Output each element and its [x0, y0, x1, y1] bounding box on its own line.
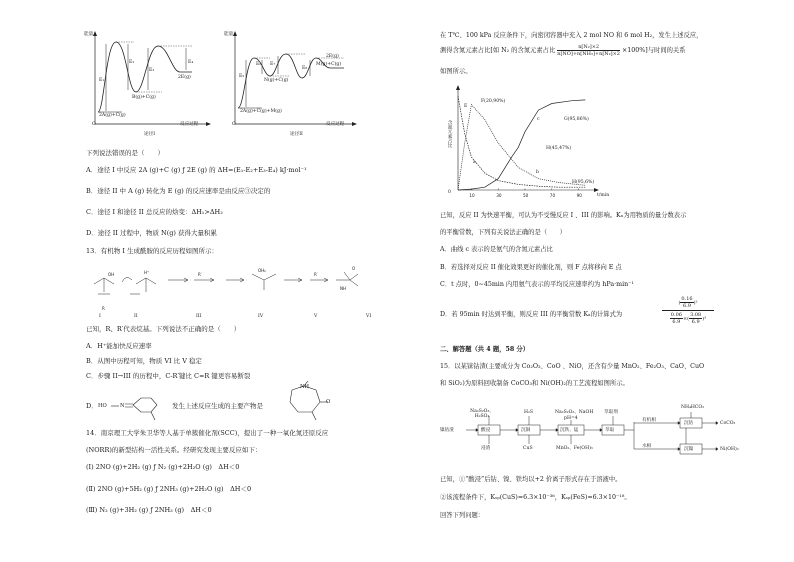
q13-option-a: A．H⁺能加快反应速率 — [86, 342, 152, 350]
fig1-label-2ac: 2A(g)+C(g) — [99, 113, 126, 118]
svg-text:NH: NH — [340, 286, 346, 291]
kx-b-den: 6.9 — [672, 319, 681, 325]
q13-note: 已知，R、R′代表烷基。下列说法不正确的是（ ） — [86, 325, 241, 333]
nitrogen-fraction-chart — [444, 82, 614, 208]
fig2-origin: O — [232, 122, 236, 127]
q14-option-b: B．若选择对反应 II 催化效果更好的催化剂，则 F 点将移向 E 点 — [440, 264, 622, 271]
flow-out1: 浸渣 — [481, 446, 491, 451]
q14-intro2-post: ×100%]与时间的关系 — [622, 47, 686, 54]
q13-step-iv: IV — [258, 314, 264, 319]
chart-annot-f: F(20,90%) — [481, 99, 506, 104]
q14-reaction-2: (Ⅱ) 2NO (g)+5H₂ (g) ƒ 2NH₃ (g)+2H₂O (g) ΔH＜0 — [86, 485, 252, 493]
kx-a-num: 0.16 — [681, 296, 693, 302]
kx-a-den: 6.9 — [683, 303, 691, 309]
fig1-label-2e: 2E(g) — [178, 75, 191, 80]
q13-step-iii: III — [196, 314, 202, 319]
known-2: ②该流程条件下，Kₛₚ(CuS)=6.3×10⁻³⁶，Kₛₚ(FeS)=6.3×10⁻¹⁸。 — [440, 494, 631, 501]
lactam-o: O — [326, 399, 331, 405]
fig1-label-e3: E₃ — [149, 68, 155, 73]
q15-line1: 15．以某铼钴渣(主要成分为 Co₂O₃、CoO 、NiO，还含有少量 MnO₂、Fe₂O₃、CaO、CuO — [440, 363, 705, 370]
q13-option-b: B．从图中历程可知，物质 VI 比 V 稳定 — [86, 357, 202, 365]
q15-line2: 和 SiO₂)为原料回收制备 CoCO₃和 Ni(OH)₂的工艺流程如图所示。 — [440, 380, 629, 387]
q13-d-text: 发生上述反应生成的主要产物是 — [172, 402, 263, 410]
fig2-label-e8: E₈ — [302, 66, 308, 71]
fig1-label-bc: B(g)+C(g) — [132, 95, 156, 100]
flow-step1: 酸浸 — [481, 428, 491, 433]
series-line-a — [458, 96, 585, 187]
nitrogen-fraction-den: n[NO]+n[NH₃]+n[N₂]×2 — [557, 51, 620, 57]
oxime-structure — [108, 384, 174, 424]
svg-text:OH₂: OH₂ — [258, 268, 266, 273]
fig2-yaxis-label: 能量 — [224, 32, 234, 37]
fig2-label-e6: E₆ — [256, 62, 262, 67]
kx-numerator: ( $\frac{0.16}{6.9}$ )² — [662, 296, 714, 311]
flow-ph: pH=4 — [564, 416, 578, 421]
x-tick-label: 10 — [469, 193, 475, 198]
kx-c-num: 3.08 — [690, 312, 702, 318]
q12-stem: 下列说法错误的是（ ） — [86, 149, 164, 157]
fig1-caption: 途径I — [144, 132, 156, 137]
q13-mechanism-diagram — [88, 260, 378, 320]
x-tick-label: 70 — [549, 193, 556, 198]
series-line-c — [458, 100, 585, 190]
chart-annot-g: G(95,86%) — [564, 117, 589, 122]
q14-note1: 已知，反应 II 为快速平衡，可认为不受慢反应 I 、III 的影响。Kₓ为用物质的量分数表示 — [440, 212, 687, 219]
flow-step5: 沉钴 — [684, 421, 694, 426]
fig2-label-mc: M(g)+C(g) — [316, 62, 342, 67]
q12-option-b: B．途径 II 中 A (g) 转化为 E (g) 的反应速率是由反应③决定的 — [86, 187, 271, 195]
kx-frac-b — [670, 312, 683, 325]
q12-option-c: C．途径 I 和途径 II 总反应的焓变：ΔH₁>ΔH₂ — [86, 208, 223, 216]
q14-stem-line1: 14．南京理工大学朱卫华等人基于单簇催化剂(SCC)，提出了一种一氧化氮还原反应 — [86, 429, 329, 437]
q14-option-c: C．t 点时，0~45min 内用氨气表示的平均反应速率约为 hPa·min⁻¹ — [440, 281, 634, 288]
flow-org: 有机相 — [642, 418, 656, 423]
chart-origin: 0 — [448, 190, 451, 195]
x-tick-label: 90 — [576, 193, 582, 198]
q14-stem-line2: (NORR)的新型结构一活性关系。经研究发现主要反应如下： — [86, 446, 262, 454]
kx-formula — [662, 296, 714, 325]
chart-xlabel: t/min — [597, 193, 610, 198]
flow-reagent2: H₂S — [524, 410, 533, 415]
flow-aq: 水相 — [642, 444, 652, 449]
svg-text:R: R — [102, 306, 105, 311]
flow-reagent4: 萃取剂 — [604, 410, 618, 415]
q13-step-ii: II — [134, 314, 138, 319]
kx-frac-a — [680, 296, 693, 309]
fig1-label-e1: E₁ — [99, 78, 105, 83]
q13-step-i: I — [99, 314, 101, 319]
svg-text:R′: R′ — [314, 272, 318, 277]
q13-option-c: C．步骤 II→III 的历程中，C-R′键比 C=R 键更容易断裂 — [86, 372, 251, 380]
flow-reagents1: Na₂S₂O₃、H₂SO₄ — [470, 409, 494, 419]
fig2-label-nc: N(g)+C(g) — [264, 78, 289, 83]
fig1-label-e2: E₂ — [129, 60, 135, 65]
q14-reaction-1: (Ⅰ) 2NO (g)+2H₂ (g) ƒ N₂ (g)+2H₂O (g) ΔH＜0 — [86, 463, 240, 471]
svg-text:H⁺: H⁺ — [144, 270, 150, 275]
flow-step3: 沉铁、锰 — [560, 428, 579, 433]
q14-intro-line1: 在 T℃、100 kPa 反应条件下，向密闭容器中充入 2 mol NO 和 6 mol H₂，发生上述反应， — [440, 32, 703, 39]
flow-out3: MnO₂、Fe(OH)₃ — [556, 446, 593, 451]
chart-annot-h2: H(95,6%) — [572, 180, 595, 185]
fig1-xaxis-label: 反应过程 — [180, 122, 199, 127]
chart-annot-a: a — [473, 160, 476, 165]
flow-raw: 镍钴渣 — [440, 428, 454, 433]
q14-option-d: D．若 95min 时达到平衡，则反应 III 的平衡常数 Kₓ的计算式为 — [440, 311, 623, 318]
ask-text: 回答下列问题： — [440, 512, 485, 519]
kx-frac-c — [689, 312, 702, 325]
fig1-origin: O — [92, 122, 96, 127]
section-2-title: 二、解答题（共 4 题，58 分） — [440, 346, 529, 353]
fig1-yaxis-label: 能量 — [84, 32, 94, 37]
chart-annot-h1: H(45,47%) — [546, 146, 572, 151]
flow-reagent5: NH₄HCO₃ — [681, 405, 704, 410]
q14-intro2-pre: 测得含氮元素占比[如 N₂ 的含氮元素占比 — [440, 47, 556, 54]
flow-step4: 萃取 — [605, 428, 615, 433]
kx-b-num: 0.06 — [670, 312, 682, 318]
nitrogen-fraction — [557, 44, 620, 57]
q13-step-vi: VI — [366, 314, 372, 319]
chart-ylabel: 含氮元素占比 — [447, 120, 452, 148]
fig2-caption: 途径II — [290, 132, 303, 137]
known-1: 已知，①“酸浸”后钴、镍、铁均以+2 价离子形式存在于溶液中。 — [440, 476, 622, 483]
q14-option-a: A．曲线 c 表示的是氨气的含氮元素占比 — [440, 246, 553, 253]
q13-d-n: N — [120, 403, 125, 409]
svg-text:OH: OH — [108, 272, 115, 277]
q12-option-d: D．途径 II 过程中，物质 N(g) 获得大量积累 — [86, 229, 218, 237]
flow-prod5: CoCO₃ — [720, 421, 736, 426]
q13-step-v: V — [314, 314, 318, 319]
svg-text:O: O — [352, 266, 356, 271]
flow-prod6: Ni(OH)₂ — [720, 447, 739, 452]
chart-annot-e: E — [464, 104, 468, 109]
flow-step2: 沉铜 — [521, 428, 531, 433]
q13-option-d-label: D． — [86, 402, 98, 410]
nitrogen-fraction-num: n[N₂]×2 — [557, 44, 620, 51]
q14-intro-line3: 如图所示。 — [440, 68, 472, 75]
q14-reaction-3: (Ⅲ) N₂ (g)+3H₂ (g) ƒ 2NH₃ (g) ΔH＜0 — [86, 506, 212, 514]
q13-stem: 13．有机物 I 生成酰胺的反应历程如图所示： — [86, 247, 218, 255]
chart-annot-b: b — [536, 170, 539, 175]
kx-denominator: $\frac{0.06}{6.9}$ ×( $\frac{3.08}{6.9}$ )³ — [670, 312, 707, 325]
fig1-label-e4: E₄ — [188, 60, 194, 65]
svg-text:R′: R′ — [198, 272, 202, 277]
kx-c-den: 6.9 — [691, 319, 700, 325]
fig2-label-e7: E₇ — [270, 62, 276, 67]
lactam-nh: NH — [300, 384, 310, 390]
x-tick-label: 30 — [496, 193, 502, 198]
x-tick-label: 50 — [523, 193, 529, 198]
flow-reagents3: Na₂S₂O₃、NaOH — [555, 410, 594, 415]
flow-step6: 沉镍 — [684, 447, 694, 452]
fig2-label-2acm: 2A(g)+C(g)+M(g) — [240, 109, 282, 114]
fig2-xaxis-label: 反应过程 — [326, 122, 345, 127]
chart-annot-c: c — [537, 117, 540, 122]
q14-intro-line2 — [440, 44, 686, 57]
q14-note2: 的平衡常数，下列有关说法正确的是（ ） — [440, 229, 566, 236]
fig2-label-2e: 2E(g) — [326, 54, 339, 59]
fig2-label-e5: E₅ — [239, 74, 245, 79]
q12-option-a: A．途径 I 中反应 2A (g)+C (g) ƒ 2E (g) 的 ΔH=(E₁-E₂+E₃-E₄) kJ·mol⁻¹ — [86, 166, 307, 174]
q13-d-ho: HO — [98, 403, 107, 409]
flow-out2: CuS — [523, 446, 533, 451]
